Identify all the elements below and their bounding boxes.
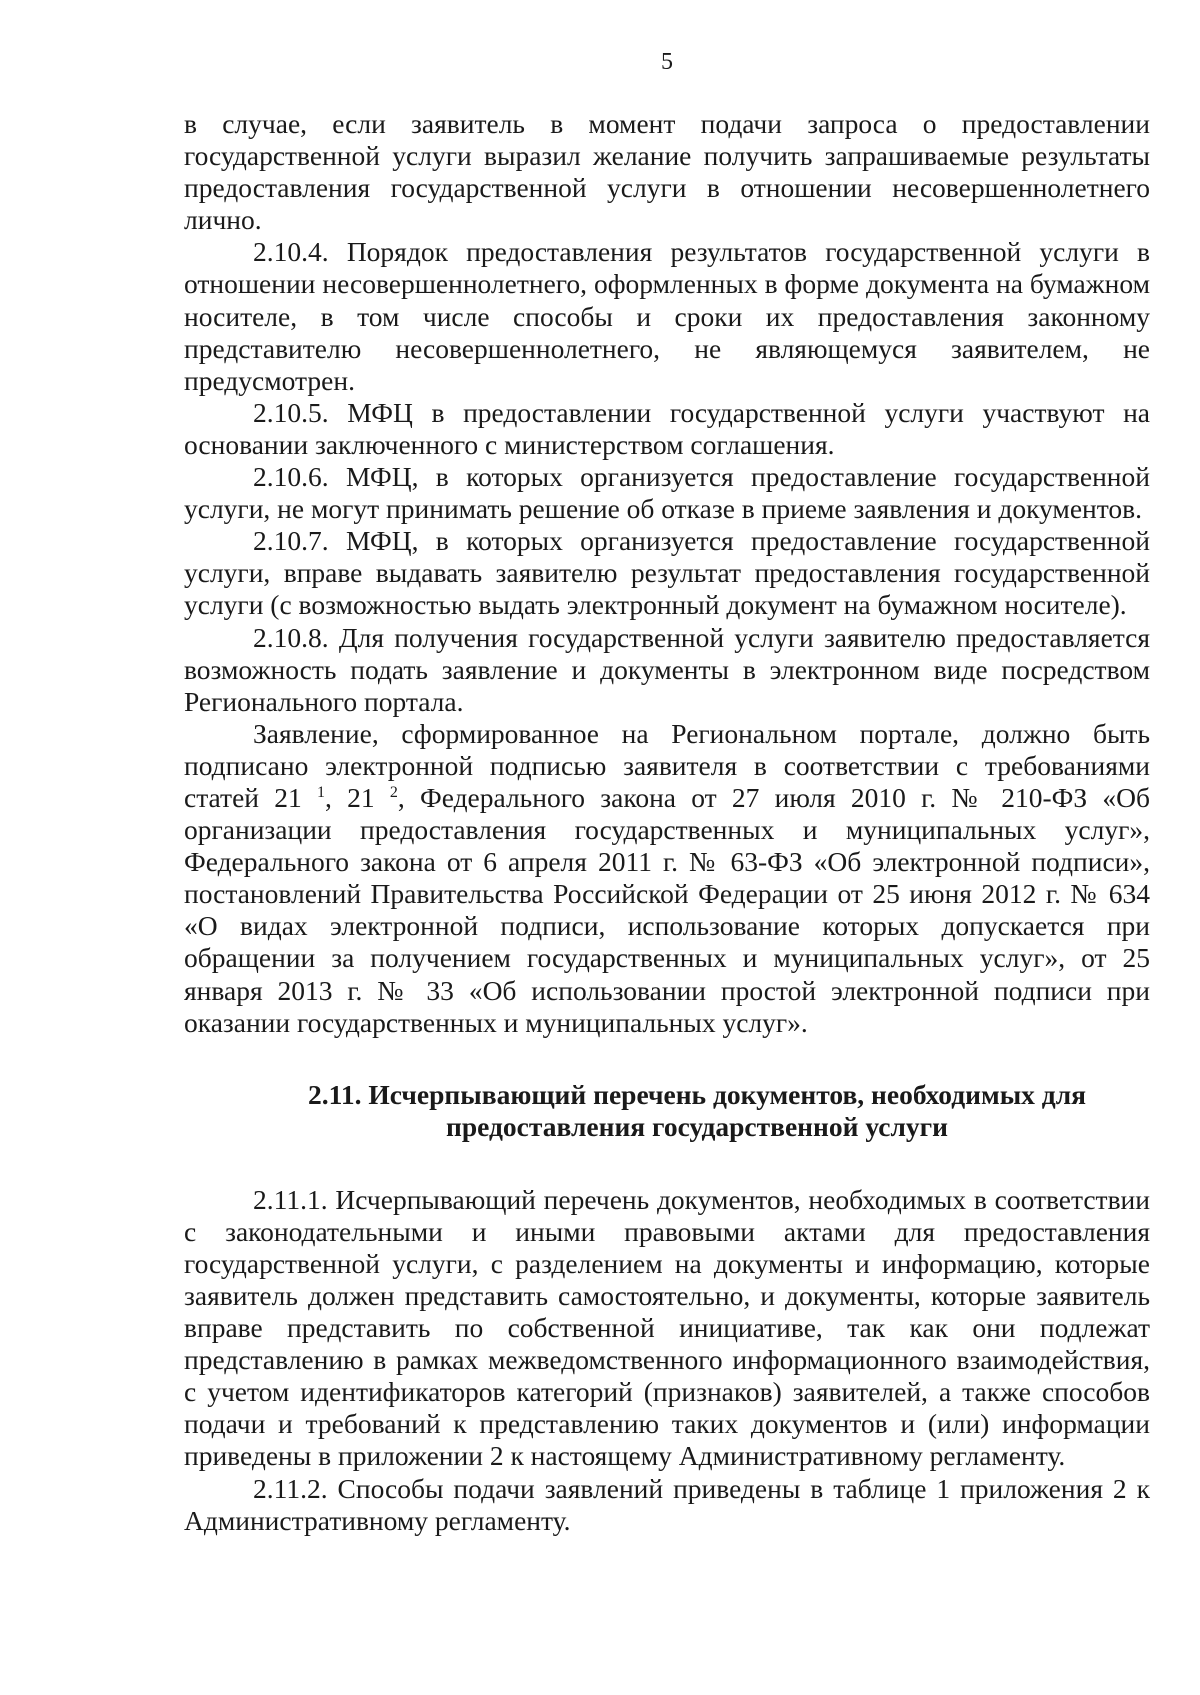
signature-text-part1: Заявление, сформированное на Региональном портале, должно быть подписано электронной подписью заявителя в соответствии с требованиями статей 21 xyxy=(184,717,1150,813)
paragraph-electronic-signature xyxy=(184,718,1150,1039)
signature-text-part2: , 21 xyxy=(325,781,390,813)
paragraph-2-10-5: 2.10.5. МФЦ в предоставлении государственной услуги участвуют на основании заключенного с министерством соглашения. xyxy=(184,396,1150,460)
paragraph-2-10-6: 2.10.6. МФЦ, в которых организуется предоставление государственной услуги, не могут принимать решение об отказе в приеме заявления и документов. xyxy=(184,461,1150,525)
page-number: 5 xyxy=(661,49,673,75)
superscript-2: 2 xyxy=(389,783,398,801)
paragraph-continuation: в случае, если заявитель в момент подачи запроса о предоставлении государственной услуги выразил желание получить запрашиваемые результаты предоставления государственной услуги в отношении несовершеннолетнего лично. xyxy=(184,108,1150,236)
heading-line-2: предоставления государственной услуги xyxy=(446,1111,948,1143)
superscript-1: 1 xyxy=(317,783,325,801)
signature-text-part3: , Федерального закона от 27 июля 2010 г. № 210-ФЗ «Об организации предоставления государственных и муниципальных услуг», Федерального закона от 6 апреля 2011 г. № 63-ФЗ «Об электронной подписи», постановлений Правительства Российской Федерации от 25 июня 2012 г. № 634 «О видах электронной подписи, использование которых допускается при обращении за получением государственных и муниципальных услуг», от 25 января 2013 г. № 33 «Об использовании простой электронной подписи при оказании государственных и муниципальных услуг». xyxy=(184,781,1151,1038)
paragraph-2-10-4: 2.10.4. Порядок предоставления результатов государственной услуги в отношении несовершеннолетнего, оформленных в форме документа на бумажном носителе, в том числе способы и сроки их предоставления законному представителю несовершеннолетнего, не являющемуся заявителем, не предусмотрен. xyxy=(184,236,1150,396)
section-heading-2-11 xyxy=(184,1079,1150,1144)
paragraph-2-11-2: 2.11.2. Способы подачи заявлений приведены в таблице 1 приложения 2 к Административному регламенту. xyxy=(184,1472,1150,1536)
paragraph-2-11-1: 2.11.1. Исчерпывающий перечень документов, необходимых в соответствии с законодательными и иными правовыми актами для предоставления государственной услуги, с разделением на документы и информацию, которые заявитель должен представить самостоятельно, и документы, которые заявитель вправе представить по собственной инициативе, так как они подлежат представлению в рамках межведомственного информационного взаимодействия, с учетом идентификаторов категорий (признаков) заявителей, а также способов подачи и требований к представлению таких документов и (или) информации приведены в приложении 2 к настоящему Административному регламенту. xyxy=(184,1183,1150,1472)
paragraph-2-10-8: 2.10.8. Для получения государственной услуги заявителю предоставляется возможность подать заявление и документы в электронном виде посредством Регионального портала. xyxy=(184,621,1150,717)
document-body xyxy=(184,108,1150,1537)
paragraph-2-10-7: 2.10.7. МФЦ, в которых организуется предоставление государственной услуги, вправе выдавать заявителю результат предоставления государственной услуги (с возможностью выдать электронный документ на бумажном носителе). xyxy=(184,525,1150,621)
heading-line-1: 2.11. Исчерпывающий перечень документов, необходимых для xyxy=(307,1078,1087,1110)
